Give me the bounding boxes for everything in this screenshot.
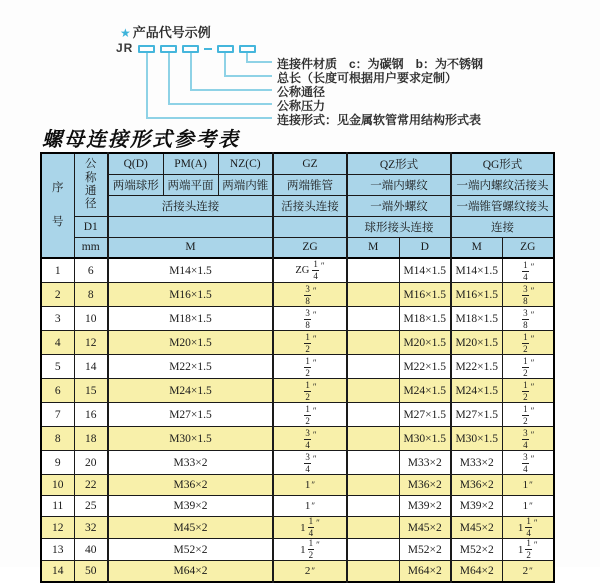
cell-gz: 1 2 ″ — [273, 403, 347, 427]
table-row — [41, 539, 554, 561]
cell-qg-zg: 1 2 ″ — [502, 379, 554, 403]
header-empty — [273, 216, 347, 237]
cell-seq: 12 — [41, 517, 74, 539]
table-body — [41, 258, 554, 582]
table-title: 螺母连接形式参考表 — [42, 127, 240, 151]
code-box — [160, 45, 177, 53]
cell-m: M22×1.5 — [108, 355, 273, 379]
table-row — [41, 355, 554, 379]
header-group-qz: QZ形式 — [347, 153, 451, 174]
cell-gz: 3 4 ″ — [273, 451, 347, 475]
table-row — [41, 561, 554, 582]
cell-seq: 10 — [41, 475, 74, 496]
cell-seq: 11 — [41, 496, 74, 517]
diagram-label-connection: 连接形式：见金属软管常用结构形式表 — [277, 113, 482, 127]
cell-dn: 6 — [74, 258, 108, 283]
table-row — [41, 427, 554, 451]
header-seq: 序号 — [41, 153, 74, 258]
cell-seq: 9 — [41, 451, 74, 475]
header-thread-zg: ZG — [273, 237, 347, 258]
cell-qz-m — [347, 355, 399, 379]
header-group-qg: QG形式 — [451, 153, 554, 174]
cell-qg-zg: 1 2 ″ — [502, 331, 554, 355]
diagram-label-length: 总长（长度可根据用户要求定制） — [277, 71, 458, 85]
header-ball-conn: 球形接头连接 — [347, 216, 451, 237]
cell-qz-m — [347, 539, 399, 561]
cell-dn: 16 — [74, 403, 108, 427]
header-desc-qd: 两端球形 — [108, 174, 163, 195]
cell-dn: 8 — [74, 283, 108, 307]
header-mm: mm — [74, 237, 108, 258]
header-group-nz: NZ(C) — [218, 153, 273, 174]
cell-qz-m — [347, 379, 399, 403]
cell-qz-d: M14×1.5 — [399, 258, 451, 283]
cell-qg-m: M45×2 — [451, 517, 502, 539]
cell-qz-d: M22×1.5 — [399, 355, 451, 379]
cell-qg-m: M39×2 — [451, 496, 502, 517]
cell-m: M30×1.5 — [108, 427, 273, 451]
cell-m: M14×1.5 — [108, 258, 273, 283]
cell-qz-d: M18×1.5 — [399, 307, 451, 331]
table-row — [41, 379, 554, 403]
diagram-label-material: 连接件材质 c：为碳钢 b：为不锈钢 — [277, 57, 484, 71]
cell-m: M16×1.5 — [108, 283, 273, 307]
cell-dn: 50 — [74, 561, 108, 582]
connector-line — [224, 75, 272, 77]
cell-qg-m: M30×1.5 — [451, 427, 502, 451]
cell-qg-zg: 3 8 ″ — [502, 307, 554, 331]
cell-seq: 2 — [41, 283, 74, 307]
header-desc-gz: 两端锥管 — [273, 174, 347, 195]
cell-qz-m — [347, 331, 399, 355]
cell-qz-m — [347, 403, 399, 427]
header-thread-qz-d: D — [399, 237, 451, 258]
cell-qg-m: M27×1.5 — [451, 403, 502, 427]
code-box — [239, 45, 256, 53]
header-thread-qg-zg: ZG — [502, 237, 554, 258]
cell-gz: 1 ″ — [273, 496, 347, 517]
table-row — [41, 331, 554, 355]
nut-connection-table — [40, 152, 555, 583]
diagram-label-pressure: 公称压力 — [277, 99, 326, 113]
cell-qz-m — [347, 283, 399, 307]
cell-dn: 20 — [74, 451, 108, 475]
cell-qz-d: M16×1.5 — [399, 283, 451, 307]
cell-qz-d: M64×2 — [399, 561, 451, 582]
cell-qz-d: M33×2 — [399, 451, 451, 475]
header-conn-gz: 活接头连接 — [273, 195, 347, 216]
header-conn: 连接 — [451, 216, 554, 237]
cell-m: M18×1.5 — [108, 307, 273, 331]
cell-m: M24×1.5 — [108, 379, 273, 403]
header-empty — [108, 216, 273, 237]
cell-qz-d: M39×2 — [399, 496, 451, 517]
cell-gz: 1 2 ″ — [273, 331, 347, 355]
cell-gz: 1 1 2 ″ — [273, 539, 347, 561]
cell-seq: 7 — [41, 403, 74, 427]
cell-dn: 18 — [74, 427, 108, 451]
cell-qg-m: M36×2 — [451, 475, 502, 496]
cell-qg-zg: 3 4 ″ — [502, 427, 554, 451]
cell-qg-zg: 1 1 2 ″ — [502, 539, 554, 561]
code-box — [217, 45, 234, 53]
cell-seq: 1 — [41, 258, 74, 283]
cell-qg-m: M14×1.5 — [451, 258, 502, 283]
cell-qz-m — [347, 561, 399, 582]
cell-qg-m: M18×1.5 — [451, 307, 502, 331]
cell-qz-m — [347, 496, 399, 517]
cell-qg-zg: 3 4 ″ — [502, 451, 554, 475]
header-desc-qz: 一端内螺纹 — [347, 174, 451, 195]
diagram-label-diameter: 公称通径 — [277, 85, 326, 99]
code-box — [138, 45, 155, 53]
cell-gz: 3 8 ″ — [273, 307, 347, 331]
cell-m: M27×1.5 — [108, 403, 273, 427]
table-row — [41, 496, 554, 517]
header-desc-qg: 一端内螺纹活接头 — [451, 174, 554, 195]
cell-qz-d: M20×1.5 — [399, 331, 451, 355]
header-conn-qg: 一端锥管螺纹接头 — [451, 195, 554, 216]
cell-qz-m — [347, 475, 399, 496]
header-dn: 公称通径 — [74, 153, 108, 216]
code-box — [182, 45, 199, 53]
cell-m: M39×2 — [108, 496, 273, 517]
cell-dn: 15 — [74, 379, 108, 403]
cell-qg-zg: 3 8 ″ — [502, 283, 554, 307]
code-dash-icon — [204, 48, 212, 50]
cell-qg-m: M64×2 — [451, 561, 502, 582]
header-group-pm: PM(A) — [163, 153, 218, 174]
cell-dn: 25 — [74, 496, 108, 517]
cell-qz-m — [347, 427, 399, 451]
cell-gz: 3 8 ″ — [273, 283, 347, 307]
table-row — [41, 517, 554, 539]
cell-qg-zg: 1 2 ″ — [502, 355, 554, 379]
cell-seq: 6 — [41, 379, 74, 403]
star-icon: ★ — [120, 26, 131, 40]
cell-gz: 1 2 ″ — [273, 379, 347, 403]
cell-dn: 14 — [74, 355, 108, 379]
cell-qg-zg: 1 1 4 ″ — [502, 517, 554, 539]
connector-line — [190, 89, 272, 91]
cell-m: M45×2 — [108, 517, 273, 539]
cell-m: M33×2 — [108, 451, 273, 475]
header-thread-qz-m: M — [347, 237, 399, 258]
cell-qg-m: M16×1.5 — [451, 283, 502, 307]
cell-qz-m — [347, 517, 399, 539]
diagram-heading-text: 产品代号示例 — [132, 25, 211, 40]
header-thread-m: M — [108, 237, 273, 258]
cell-dn: 32 — [74, 517, 108, 539]
cell-gz: 1 1 4 ″ — [273, 517, 347, 539]
table-row — [41, 475, 554, 496]
table-row — [41, 307, 554, 331]
cell-gz: 1 ″ — [273, 475, 347, 496]
cell-seq: 13 — [41, 539, 74, 561]
cell-qg-m: M24×1.5 — [451, 379, 502, 403]
cell-qg-zg: 2 ″ — [502, 561, 554, 582]
cell-dn: 40 — [74, 539, 108, 561]
header-desc-pm: 两端平面 — [163, 174, 218, 195]
header-conn-left: 活接头连接 — [108, 195, 273, 216]
cell-gz: ZG 1 4 ″ — [273, 258, 347, 283]
connector-line — [190, 53, 192, 90]
cell-gz: 2 ″ — [273, 561, 347, 582]
header-group-qd: Q(D) — [108, 153, 163, 174]
cell-qz-d: M36×2 — [399, 475, 451, 496]
header-thread-qg-m: M — [451, 237, 502, 258]
header-conn-qz: 一端外螺纹 — [347, 195, 451, 216]
cell-qz-d: M45×2 — [399, 517, 451, 539]
cell-seq: 3 — [41, 307, 74, 331]
cell-qz-d: M30×1.5 — [399, 427, 451, 451]
cell-qg-m: M22×1.5 — [451, 355, 502, 379]
cell-qg-m: M33×2 — [451, 451, 502, 475]
cell-gz: 3 4 ″ — [273, 427, 347, 451]
connector-line — [146, 53, 148, 118]
header-d1: D1 — [74, 216, 108, 237]
cell-m: M52×2 — [108, 539, 273, 561]
cell-dn: 22 — [74, 475, 108, 496]
header-desc-nz: 两端内锥 — [218, 174, 273, 195]
table-row — [41, 283, 554, 307]
connector-line — [224, 53, 226, 76]
connector-line — [146, 117, 272, 119]
cell-qg-zg: 1 4 ″ — [502, 258, 554, 283]
diagram-heading — [120, 22, 211, 41]
cell-seq: 8 — [41, 427, 74, 451]
cell-qg-m: M20×1.5 — [451, 331, 502, 355]
product-code-prefix: JR — [116, 41, 134, 55]
cell-qg-zg: 1 ″ — [502, 475, 554, 496]
product-code-boxes — [138, 45, 256, 53]
cell-m: M36×2 — [108, 475, 273, 496]
cell-qz-m — [347, 451, 399, 475]
cell-qg-zg: 1 ″ — [502, 496, 554, 517]
table-row — [41, 258, 554, 283]
cell-qg-zg: 1 2 ″ — [502, 403, 554, 427]
cell-qz-m — [347, 258, 399, 283]
cell-gz: 1 2 ″ — [273, 355, 347, 379]
table-row — [41, 403, 554, 427]
cell-qz-m — [347, 307, 399, 331]
table-header — [41, 153, 554, 258]
cell-seq: 4 — [41, 331, 74, 355]
cell-qz-d: M24×1.5 — [399, 379, 451, 403]
cell-m: M20×1.5 — [108, 331, 273, 355]
cell-qg-m: M52×2 — [451, 539, 502, 561]
cell-dn: 12 — [74, 331, 108, 355]
cell-qz-d: M27×1.5 — [399, 403, 451, 427]
header-group-gz: GZ — [273, 153, 347, 174]
table-row — [41, 451, 554, 475]
connector-line — [168, 103, 272, 105]
cell-dn: 10 — [74, 307, 108, 331]
cell-qz-d: M52×2 — [399, 539, 451, 561]
cell-m: M64×2 — [108, 561, 273, 582]
connector-line — [246, 61, 272, 63]
cell-seq: 5 — [41, 355, 74, 379]
connector-line — [168, 53, 170, 104]
cell-seq: 14 — [41, 561, 74, 582]
